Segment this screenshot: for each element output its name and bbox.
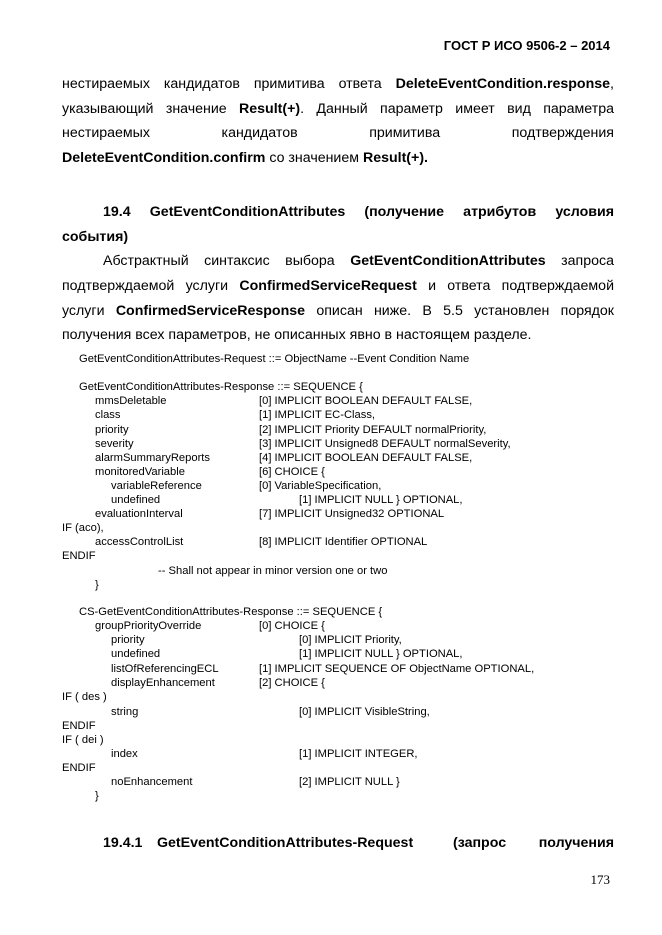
intro-line-4: DeleteEventCondition.confirm со значением Result(+). [62, 149, 428, 166]
body-line-3: услуги ConfirmedServiceResponse описан ниже. В 5.5 установлен порядок [62, 302, 614, 319]
code-type: [0] IMPLICIT VisibleString, [299, 706, 430, 718]
code-conditional: ENDIF [62, 550, 96, 562]
code-type: [4] IMPLICIT BOOLEAN DEFAULT FALSE, [259, 452, 473, 464]
code-type: [0] IMPLICIT BOOLEAN DEFAULT FALSE, [259, 395, 473, 407]
section-heading-line-1: 19.4 GetEventConditionAttributes (получение атрибутов условия [103, 204, 614, 220]
code-type: [2] IMPLICIT Priority DEFAULT normalPriority, [259, 424, 487, 436]
code-field: alarmSummaryReports [95, 452, 211, 464]
code-field: undefined [111, 648, 161, 660]
code-field: priority [95, 424, 129, 436]
section-heading-line-2: события) [62, 229, 129, 245]
code-type: [7] IMPLICIT Unsigned32 OPTIONAL [259, 508, 445, 520]
code-type: [1] IMPLICIT NULL } OPTIONAL, [299, 494, 463, 506]
code-conditional: ENDIF [62, 762, 96, 774]
code-field: variableReference [111, 480, 202, 492]
code-type: [8] IMPLICIT Identifier OPTIONAL [259, 536, 428, 548]
code-type: [1] IMPLICIT INTEGER, [299, 748, 418, 760]
code-field: string [111, 706, 139, 718]
code-field: index [111, 748, 138, 760]
code-conditional: IF ( dei ) [62, 734, 104, 746]
subsection-word-2: получения [538, 835, 614, 851]
code-field: groupPriorityOverride [95, 620, 202, 632]
subsection-word-1: (запрос [453, 835, 507, 851]
code-field: priority [111, 634, 145, 646]
code-field: mmsDeletable [95, 395, 167, 407]
code-field: displayEnhancement [111, 677, 215, 689]
intro-line-2: указывающий значение Result(+). Данный параметр имеет вид параметра [62, 100, 614, 117]
subsection-number: 19.4.1 [103, 835, 143, 851]
page-number: 173 [590, 872, 610, 887]
intro-line-1: нестираемых кандидатов примитива ответа DeleteEventCondition.response, [62, 76, 614, 92]
code-comment: -- Shall not appear in minor version one or two [158, 565, 388, 577]
body-line-1: Абстрактный синтаксис выбора GetEventConditionAttributes запроса [103, 253, 614, 269]
body-line-2: подтверждаемой услуги ConfirmedServiceRequest и ответа подтверждаемой [62, 278, 614, 294]
code-type: [0] VariableSpecification, [259, 480, 382, 492]
code-type: [2] IMPLICIT NULL } [299, 776, 400, 788]
body-line-4: получения всех параметров, не описанных явно в настоящем разделе. [62, 327, 532, 343]
code-type: [3] IMPLICIT Unsigned8 DEFAULT normalSeverity, [259, 438, 511, 450]
code-request-def: GetEventConditionAttributes-Request ::= ObjectName --Event Condition Name [79, 353, 470, 365]
subsection-title: GetEventConditionAttributes-Request [157, 835, 414, 851]
code-field: class [95, 409, 121, 421]
code-field: undefined [111, 494, 161, 506]
document-header: ГОСТ Р ИСО 9506-2 – 2014 [443, 38, 610, 53]
code-conditional: IF ( des ) [62, 691, 107, 703]
code-field: severity [95, 438, 134, 450]
code-field: monitoredVariable [95, 466, 185, 478]
code-type: [1] IMPLICIT NULL } OPTIONAL, [299, 648, 463, 660]
code-conditional: ENDIF [62, 720, 96, 732]
code-brace: } [95, 579, 99, 591]
code-brace: } [95, 790, 99, 802]
code-type: [6] CHOICE { [259, 466, 325, 478]
code-type: [1] IMPLICIT EC-Class, [259, 409, 376, 421]
code-type: [0] IMPLICIT Priority, [299, 634, 402, 646]
code-field: noEnhancement [111, 776, 193, 788]
code-field: listOfReferencingECL [111, 663, 219, 675]
code-field: accessControlList [95, 536, 184, 548]
code-type: [2] CHOICE { [259, 677, 325, 689]
code-field: evaluationInterval [95, 508, 183, 520]
code-conditional: IF (aco), [62, 522, 104, 534]
code-type: [0] CHOICE { [259, 620, 325, 632]
intro-line-3: нестираемых кандидатов примитива подтверждения [62, 125, 614, 141]
code-cs-response-def: CS-GetEventConditionAttributes-Response ::= SEQUENCE { [79, 606, 383, 618]
code-response-def: GetEventConditionAttributes-Response ::= SEQUENCE { [79, 381, 363, 393]
code-type: [1] IMPLICIT SEQUENCE OF ObjectName OPTIONAL, [259, 663, 535, 675]
